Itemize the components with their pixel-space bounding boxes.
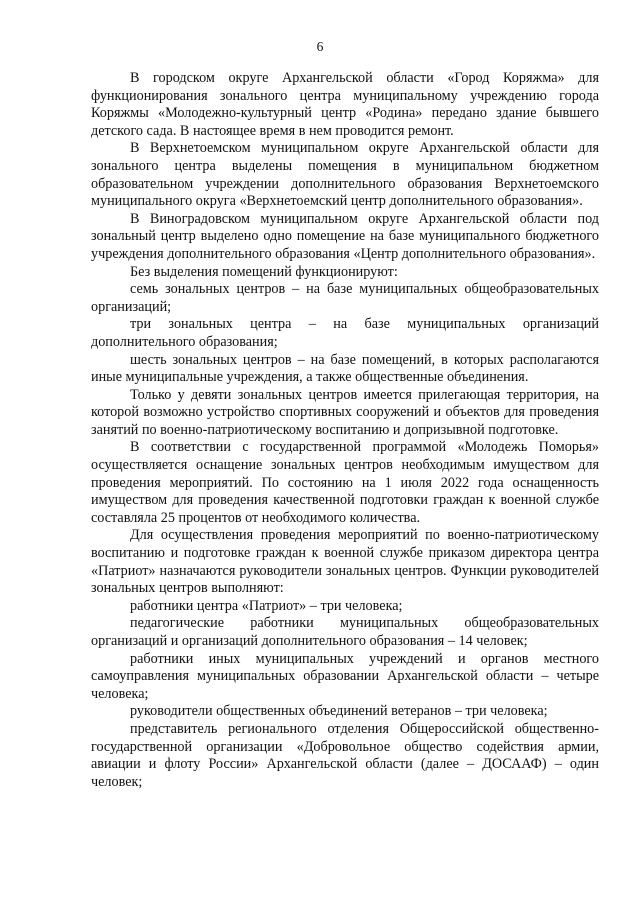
list-item-municipal-workers: работники иных муниципальных учреждений и органов местного самоуправления муниципальных образовании Архангельской области – четыре человека; <box>91 650 599 702</box>
list-item-dosaaf: представитель регионального отделения Общероссийской общественно-государственной организации «Добровольное общество содействия армии, авиации и флоту России» Архангельской области (далее – ДОСААФ) – один человек; <box>91 720 599 790</box>
paragraph-koryazhma: В городском округе Архангельской области «Город Коряжма» для функционирования зонального центра муниципальному учреждению города Коряжмы «Молодежно-культурный центр «Родина» передано здание бывшего детского сада. В настоящее время в нем проводится ремонт. <box>91 70 599 139</box>
page-number: 6 <box>316 39 324 54</box>
list-item-other-institutions: шесть зональных центров – на базе помещений, в которых располагаются иные муниципальные учреждения, а также общественные объединения. <box>91 351 599 386</box>
list-item-teachers: педагогические работники муниципальных общеобразовательных организаций и организаций дополнительного образования – 14 человек; <box>91 615 599 649</box>
body-text <box>91 70 599 791</box>
paragraph-vinogradovsky: В Виноградовском муниципальном округе Архангельской области под зональный центр выделено одно помещение на базе муниципального бюджетного учреждения дополнительного образования «Центр дополнительного образования». <box>91 210 599 262</box>
paragraph-zone-heads: Для осуществления проведения мероприятий по военно-патриотическому воспитанию и подготовке граждан к военной службе приказом директора центра «Патриот» назначаются руководители зональных центров. Функции руководителей зональных центров выполняют: <box>91 527 599 597</box>
paragraph-state-program: В соответствии с государственной программой «Молодежь Поморья» осуществляется оснащение зональных центров необходимым имуществом для проведения мероприятий. По состоянию на 1 июля 2022 года оснащенность имуществом для проведения качественной подготовки граждан к военной службе составляла 25 процентов от необходимого количества. <box>91 439 599 526</box>
list-item-additional-education: три зональных центра – на базе муниципальных организаций дополнительного образования; <box>91 316 599 350</box>
list-item-veterans: руководители общественных объединений ветеранов – три человека; <box>130 703 548 720</box>
paragraph-without-premises: Без выделения помещений функционируют: <box>130 263 398 280</box>
list-item-general-education: семь зональных центров – на базе муниципальных общеобразовательных организаций; <box>91 281 599 315</box>
paragraph-adjacent-territory: Только у девяти зональных центров имеется прилегающая территория, на которой возможно устройство спортивных сооружений и объектов для проведения занятий по военно-патриотическому воспитанию и допризывной подготовке. <box>91 386 599 438</box>
paragraph-verkhnetoemsky: В Верхнетоемском муниципальном округе Архангельской области для зонального центра выделены помещения в муниципальном бюджетном образовательном учреждении дополнительного образования Верхнетоемского муниципального округа «Верхнетоемский центр дополнительного образования». <box>91 140 599 210</box>
list-item-patriot-staff: работники центра «Патриот» – три человека; <box>130 597 403 614</box>
